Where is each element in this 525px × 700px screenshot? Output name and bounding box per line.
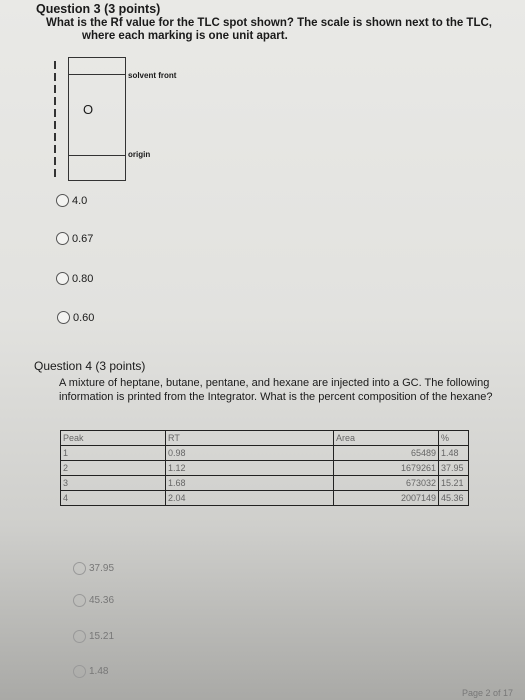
question-3-text (46, 17, 496, 43)
scale-tick (54, 109, 56, 117)
table-cell: 1.48 (439, 446, 469, 461)
table-cell: 1679261 (334, 461, 439, 476)
table-cell: 37.95 (439, 461, 469, 476)
table-cell: 2007149 (334, 491, 439, 506)
tlc-spot: O (83, 102, 94, 117)
q4-option-3[interactable] (73, 630, 114, 643)
table-cell: 15.21 (439, 476, 469, 491)
solvent-front-label: solvent front (128, 71, 177, 80)
table-cell: 1 (61, 446, 166, 461)
origin-label: origin (128, 150, 151, 159)
scale-tick (54, 73, 56, 81)
scale-tick (54, 145, 56, 153)
table-row (61, 476, 469, 491)
radio-button[interactable] (73, 665, 86, 678)
column-header-peak: Peak (61, 431, 166, 446)
table-cell: 65489 (334, 446, 439, 461)
scale-tick (54, 133, 56, 141)
column-header-rt: RT (166, 431, 334, 446)
q4-option-4[interactable] (73, 665, 108, 678)
question-3-text-line2: where each marking is one unit apart. (82, 30, 288, 42)
radio-button[interactable] (73, 562, 86, 575)
table-cell: 4 (61, 491, 166, 506)
tlc-plate (68, 57, 126, 181)
scale-tick (54, 97, 56, 105)
question-3-text-line1: What is the Rf value for the TLC spot shown? The scale is shown next to the TLC, (46, 17, 492, 29)
q3-option-4[interactable] (57, 311, 94, 324)
option-label: 45.36 (89, 595, 115, 606)
option-label: 0.60 (73, 311, 95, 324)
q4-option-1[interactable] (73, 562, 114, 575)
radio-button[interactable] (56, 272, 69, 285)
scale-tick (54, 85, 56, 93)
table-row (61, 491, 469, 506)
radio-button[interactable] (56, 232, 69, 245)
tlc-diagram (40, 55, 200, 185)
table-cell: 1.68 (166, 476, 334, 491)
table-cell: 0.98 (166, 446, 334, 461)
question-4-text: A mixture of heptane, butane, pentane, and hexane are injected into a GC. The following information is printed from the Integrator. What is the percent composition of the hexane? (59, 377, 493, 403)
table-row (61, 446, 469, 461)
radio-button[interactable] (57, 311, 70, 324)
table-cell: 3 (61, 476, 166, 491)
page-number: Page 2 of 17 (461, 688, 513, 698)
radio-button[interactable] (56, 194, 69, 207)
gc-integrator-table (60, 430, 469, 506)
scale-tick (54, 121, 56, 129)
scale-tick (54, 61, 56, 69)
radio-button[interactable] (73, 630, 86, 643)
table-cell: 673032 (334, 476, 439, 491)
question-3-header: Question 3 (3 points) (36, 2, 161, 16)
option-label: 1.48 (89, 666, 109, 677)
column-header-percent: % (439, 431, 469, 446)
option-label: 15.21 (89, 631, 115, 642)
option-label: 0.67 (72, 232, 94, 245)
option-label: 4.0 (72, 194, 88, 207)
q3-option-2[interactable] (56, 232, 93, 245)
table-cell: 45.36 (439, 491, 469, 506)
scale-tick (54, 157, 56, 165)
q3-option-3[interactable] (56, 272, 93, 285)
origin-line (69, 155, 125, 156)
radio-button[interactable] (73, 594, 86, 607)
scale-tick (54, 169, 56, 177)
table-cell: 2.04 (166, 491, 334, 506)
q4-option-2[interactable] (73, 594, 114, 607)
option-label: 37.95 (89, 563, 115, 574)
solvent-front-line (69, 74, 125, 75)
table-cell: 2 (61, 461, 166, 476)
table-header-row (61, 431, 469, 446)
column-header-area: Area (334, 431, 439, 446)
q3-option-1[interactable] (56, 194, 87, 207)
table-cell: 1.12 (166, 461, 334, 476)
question-4-header: Question 4 (3 points) (34, 359, 146, 373)
table-row (61, 461, 469, 476)
option-label: 0.80 (72, 272, 94, 285)
